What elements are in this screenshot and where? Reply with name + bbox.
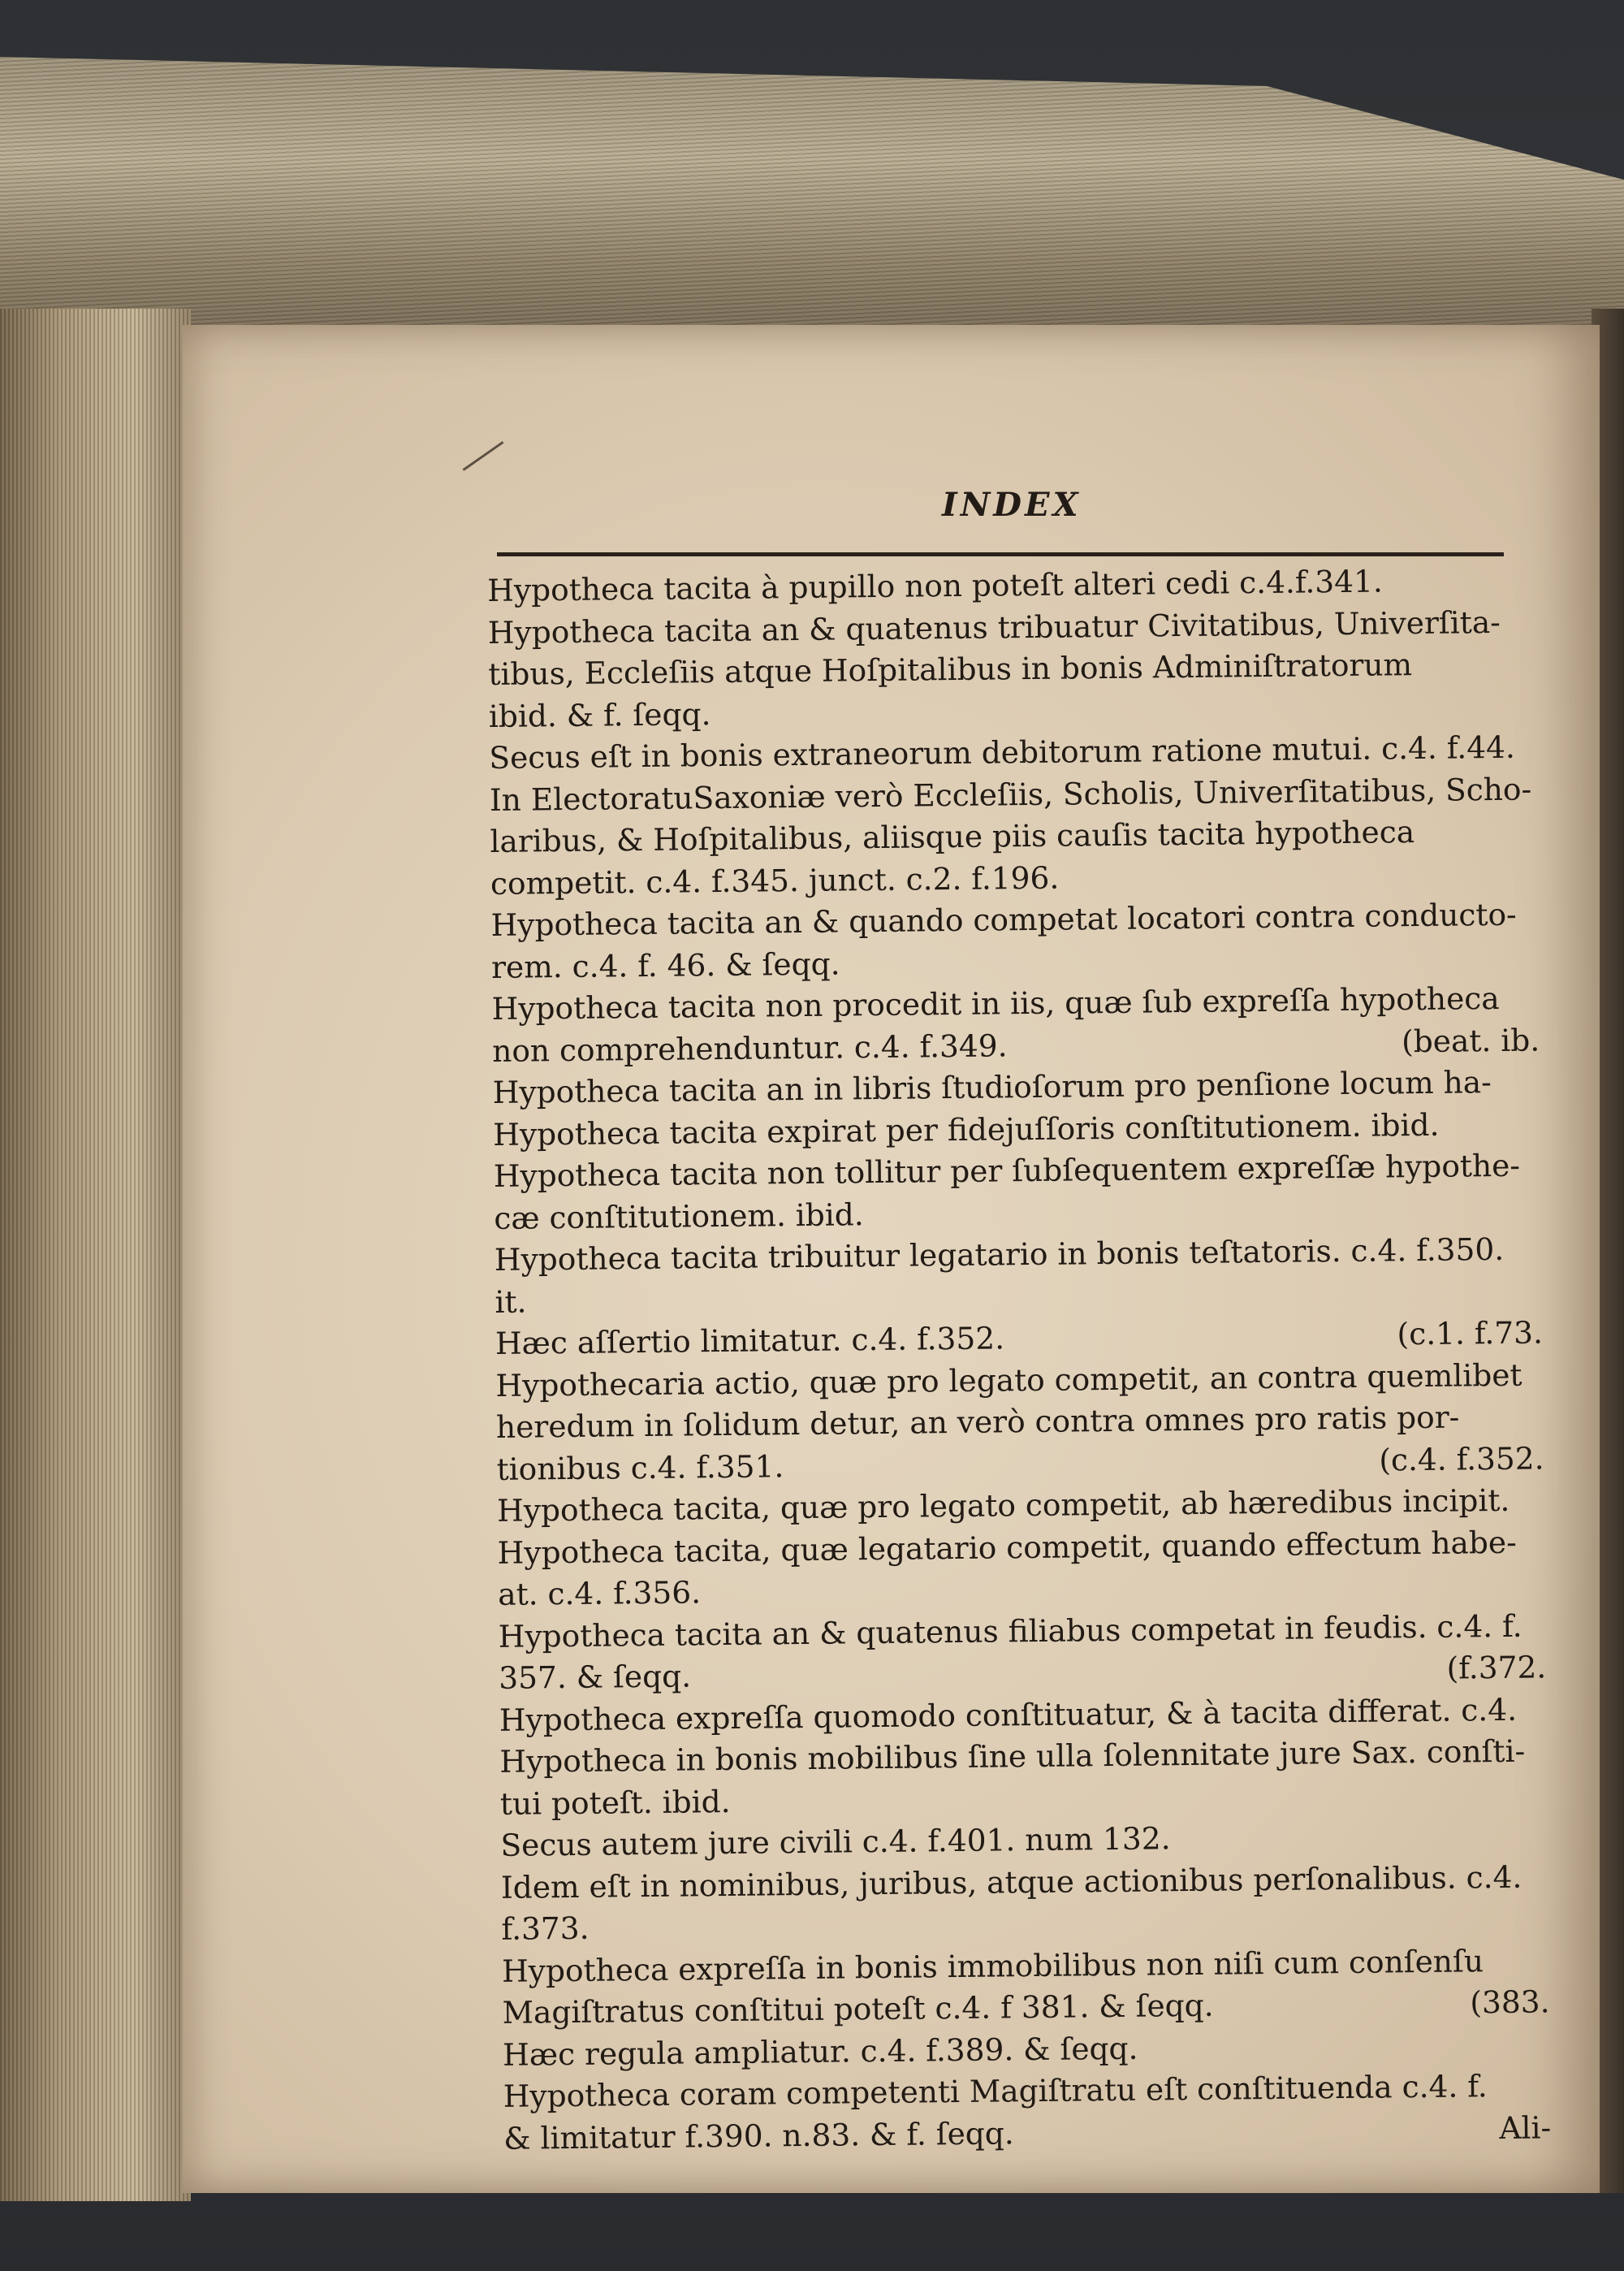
index-entry-continuation: tui poteſt. ibid. — [499, 1783, 731, 1822]
index-catchword: (c.1. f.73. — [1397, 1314, 1544, 1352]
index-entry-line: Hypotheca tacita, quæ pro legato competit, ab hæredibus incipit. — [496, 1482, 1510, 1529]
index-entry — [495, 1228, 1543, 1323]
index-entry-line: Hypotheca expreſſa quomodo conſtituatur, & à tacita differat. c.4. — [499, 1691, 1518, 1738]
index-entry-line: Hypotheca tacita, quæ legatario competit, quando effectum habe- — [497, 1524, 1517, 1571]
index-catchword: (f.372. — [1446, 1649, 1547, 1686]
index-entry-line: & limitatur f.390. n.83. & f. ſeqq. — [503, 2114, 1014, 2156]
index-entry-line: Hæc regula ampliatur. c.4. f.389. & ſeqq. — [502, 2030, 1138, 2073]
index-entry-line: Hypotheca tacita non tollitur per ſubſequentem expreſſæ hypothe- — [493, 1147, 1521, 1194]
index-entry — [499, 1730, 1548, 1825]
index-entry-continuation: Magiſtratus conſtitui poteſt c.4. f 381. & ſeqq. — [502, 1987, 1214, 2031]
index-entry — [497, 1521, 1545, 1616]
index-entry — [494, 1144, 1542, 1239]
index-entry — [490, 768, 1539, 905]
index-entry — [495, 1354, 1544, 1490]
index-entry-line: Secus autem jure civili c.4. f.401. num 132. — [500, 1820, 1171, 1863]
index-entry-continuation: ibid. & f. ſeqq. — [488, 695, 711, 734]
index-entry-line: Hypotheca tacita expirat per fidejuſſoris conſtitutionem. ibid. — [493, 1106, 1440, 1153]
index-entry — [490, 893, 1539, 988]
index-catchword: (beat. ib. — [1401, 1021, 1540, 1059]
index-entry — [488, 601, 1537, 738]
index-entry-continuation: non comprehenduntur. c.4. f.349. — [491, 1027, 1008, 1069]
book-fore-edge — [0, 309, 191, 2201]
index-entry-continuation: f.373. — [501, 1910, 590, 1947]
index-entry-continuation: rem. c.4. f. 46. & ſeqq. — [490, 945, 840, 985]
index-entry-line: Hæc aſſertio limitatur. c.4. f.352. — [495, 1320, 1005, 1361]
index-entry-continuation: laribus, & Hoſpitalibus, aliisque piis cauſis tacita hypotheca — [490, 814, 1415, 859]
index-entry-line: Hypotheca expreſſa in bonis immobilibus non niſi cum conſenſu — [501, 1942, 1484, 1989]
index-entry-line: Secus eſt in bonis extraneorum debitorum ratione mutui. c.4. f.44. — [489, 729, 1516, 776]
index-entry-continuation: cæ conſtitutionem. ibid. — [494, 1196, 864, 1236]
index-entry-continuation: tibus, Eccleſiis atque Hoſpitalibus in bonis Adminiſtratorum — [488, 647, 1413, 692]
header-rule — [497, 552, 1504, 556]
index-entry-line: Hypotheca tacita tribuitur legatario in bonis teſtatoris. c.4. f.350. it. — [494, 1231, 1505, 1320]
index-entry-continuation: at. c.4. f.356. — [497, 1574, 702, 1612]
index-catchword: (c.4. f.352. — [1379, 1439, 1544, 1478]
index-entry-line: Hypotheca tacita an & quando competat locatori contra conducto- — [490, 896, 1517, 943]
index-entry-line: Hypotheca tacita an & quatenus filiabus competat in feudis. c.4. f. — [498, 1607, 1522, 1655]
index-catchword: (383. — [1470, 1983, 1550, 2021]
index-entry-line: Hypotheca tacita an in libris ſtudioſorum pro penſione locum ha- — [492, 1064, 1492, 1110]
index-entry — [491, 977, 1540, 1072]
index-entry-continuation: 357. & ſeqq. — [499, 1658, 692, 1696]
page-header-title: INDEX — [942, 486, 1082, 524]
index-entry-line: In ElectoratuSaxoniæ verò Eccleſiis, Scholis, Univerſitatibus, Scho- — [489, 771, 1532, 818]
index-entry-line: Hypotheca in bonis mobilibus ſine ulla ſolennitate jure Sax. conſti- — [499, 1732, 1526, 1780]
index-body — [487, 559, 1551, 2159]
index-entry-line: Idem eſt in nominibus, juribus, atque actionibus perſonalibus. c.4. — [500, 1858, 1522, 1905]
index-entry — [501, 1856, 1549, 1951]
index-entry-line: Hypothecaria actio, quæ pro legato competit, an contra quemlibet — [495, 1356, 1522, 1404]
index-entry-continuation: competit. c.4. f.345. junct. c.2. f.196. — [490, 859, 1060, 902]
index-entry-line: Hypotheca tacita à pupillo non poteſt alteri cedi c.4.f.341. — [487, 563, 1384, 608]
index-entry-continuation: tionibus c.4. f.351. — [496, 1447, 784, 1487]
index-entry-line: Hypotheca tacita an & quatenus tribuatur Civitatibus, Univerſita- — [487, 603, 1501, 651]
index-entry-continuation: heredum in ſolidum detur, an verò contra omnes pro ratis por- — [495, 1399, 1460, 1445]
index-entry-line: Hypotheca tacita non procedit in iis, quæ ſub expreſſa hypotheca — [491, 980, 1500, 1027]
index-catchword: Ali- — [1499, 2109, 1552, 2146]
index-entry-line: Hypotheca coram competenti Magiſtratu eſt conſtituenda c.4. f. — [503, 2068, 1488, 2114]
index-entry — [498, 1605, 1546, 1700]
index-entry — [502, 1940, 1550, 2035]
